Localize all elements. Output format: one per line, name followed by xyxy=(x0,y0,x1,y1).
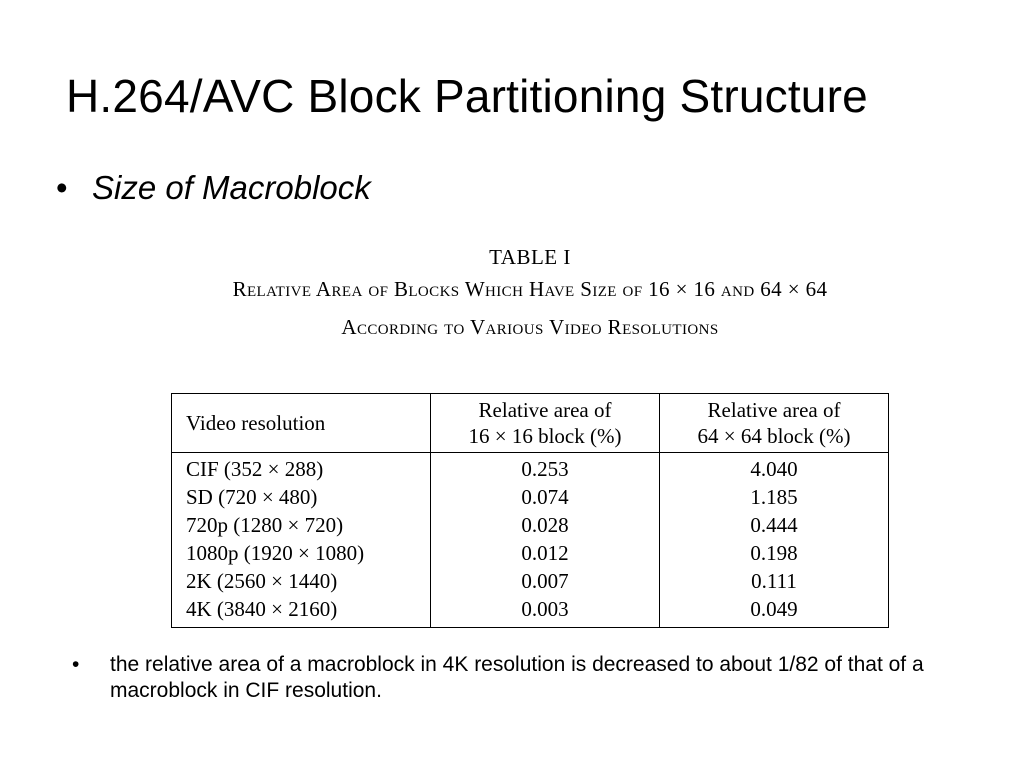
cell-resolution: SD (720 × 480) xyxy=(172,483,431,511)
cell-area-16: 0.074 xyxy=(431,483,660,511)
table-caption-line-1: Relative Area of Blocks Which Have Size of 16 × 16 and 64 × 64 xyxy=(232,277,828,301)
header-area-64-line-2: 64 × 64 block (%) xyxy=(697,424,851,448)
resolution-table xyxy=(171,393,889,628)
note-bullet-text: the relative area of a macroblock in 4K resolution is decreased to about 1/82 of that of a macroblock in CIF resolution. xyxy=(110,653,924,702)
header-area-16-line-2: 16 × 16 block (%) xyxy=(468,424,622,448)
table-row xyxy=(172,567,889,595)
header-area-16-line-1: Relative area of xyxy=(478,398,612,422)
cell-resolution: 4K (3840 × 2160) xyxy=(172,595,431,628)
table-header-row xyxy=(172,394,889,453)
header-area-16 xyxy=(431,394,660,453)
table-caption-line-2: According to Various Video Resolutions xyxy=(341,315,719,339)
cell-area-16: 0.253 xyxy=(431,453,660,484)
cell-area-64: 0.111 xyxy=(660,567,889,595)
cell-resolution: 1080p (1920 × 1080) xyxy=(172,539,431,567)
cell-area-64: 0.444 xyxy=(660,511,889,539)
table-caption-block xyxy=(120,244,940,346)
table-row xyxy=(172,483,889,511)
cell-area-16: 0.003 xyxy=(431,595,660,628)
header-area-64-line-1: Relative area of xyxy=(707,398,841,422)
bullet-icon: • xyxy=(56,169,68,206)
cell-area-64: 0.049 xyxy=(660,595,889,628)
table-row xyxy=(172,595,889,628)
table-row xyxy=(172,511,889,539)
cell-area-16: 0.007 xyxy=(431,567,660,595)
header-area-64 xyxy=(660,394,889,453)
cell-area-64: 0.198 xyxy=(660,539,889,567)
cell-area-16: 0.028 xyxy=(431,511,660,539)
cell-resolution: CIF (352 × 288) xyxy=(172,453,431,484)
cell-area-64: 1.185 xyxy=(660,483,889,511)
main-bullet-text: Size of Macroblock xyxy=(92,169,371,206)
main-bullet xyxy=(56,166,371,210)
slide-title: H.264/AVC Block Partitioning Structure xyxy=(66,70,868,122)
table-label: TABLE I xyxy=(489,245,571,269)
cell-area-16: 0.012 xyxy=(431,539,660,567)
note-bullet xyxy=(72,652,952,704)
table-row xyxy=(172,539,889,567)
header-video-resolution: Video resolution xyxy=(172,394,431,453)
table-row xyxy=(172,453,889,484)
cell-resolution: 2K (2560 × 1440) xyxy=(172,567,431,595)
bullet-icon: • xyxy=(72,653,80,676)
cell-resolution: 720p (1280 × 720) xyxy=(172,511,431,539)
cell-area-64: 4.040 xyxy=(660,453,889,484)
